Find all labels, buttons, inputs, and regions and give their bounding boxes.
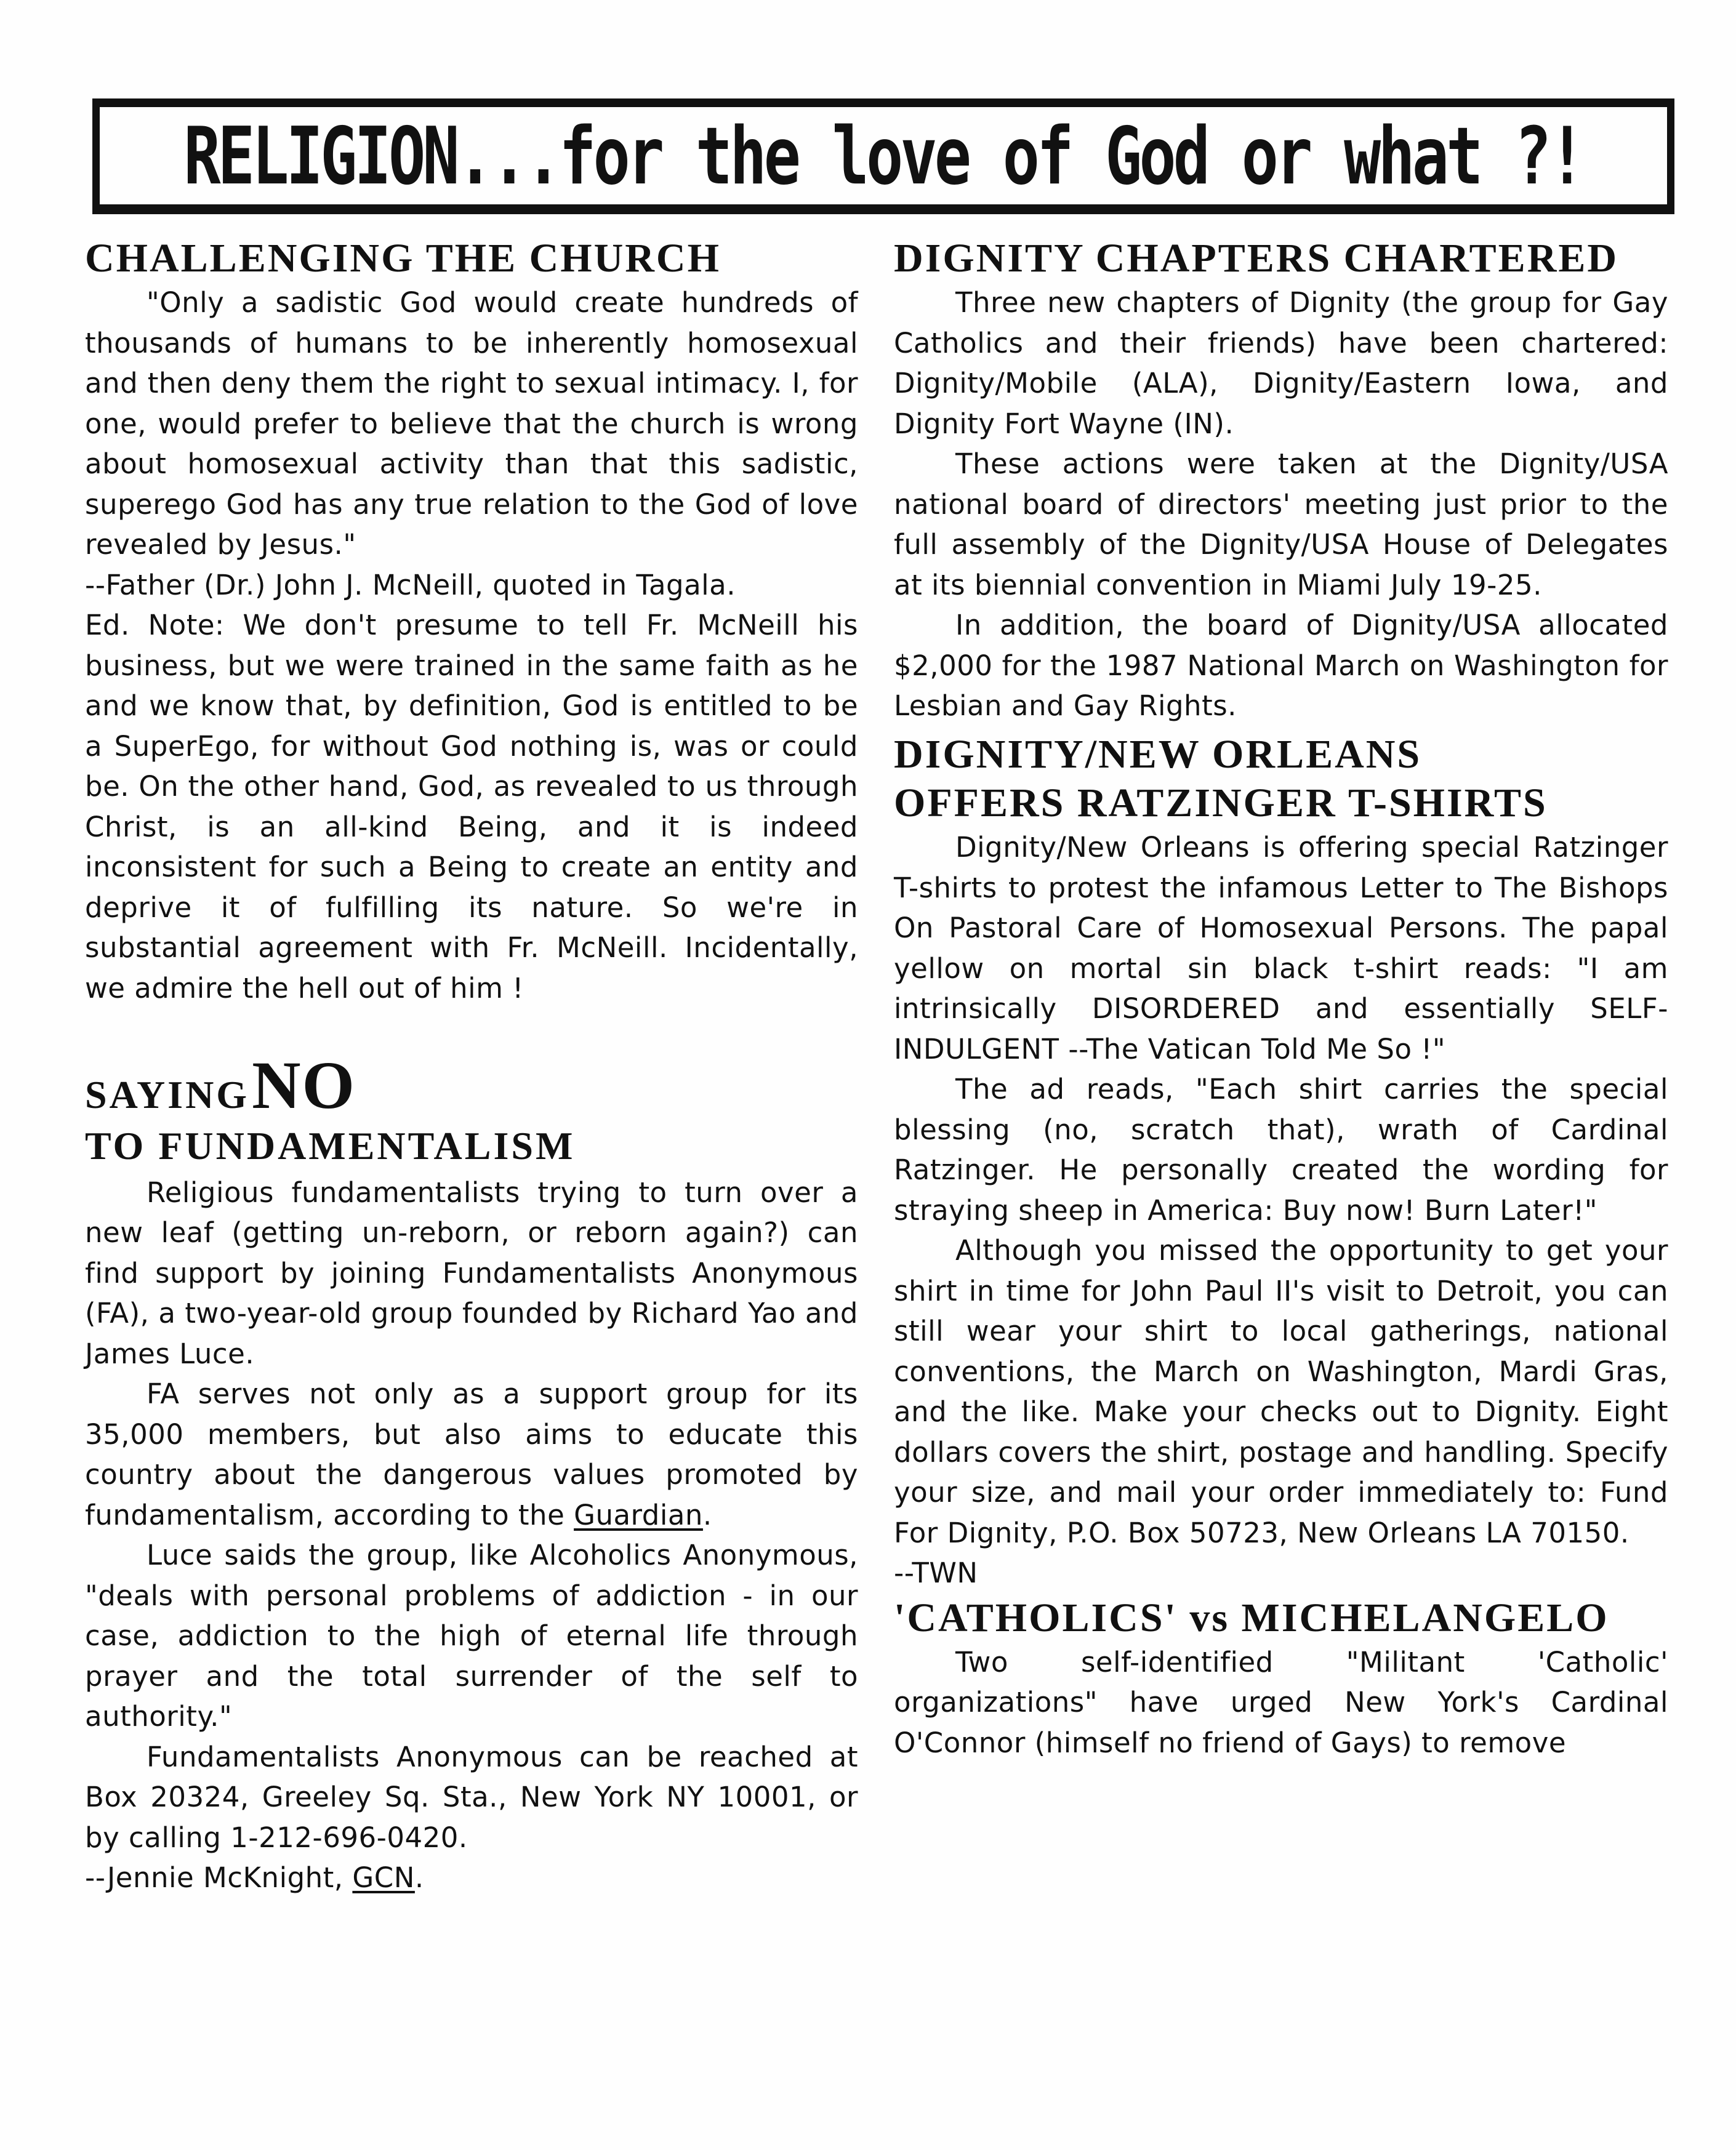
byline-end: .	[414, 1861, 424, 1895]
article-paragraph: The ad reads, "Each shirt carries the special blessing (no, scratch that), wrath of Cardinal Ratzinger. He personally created the wording for straying sheep in America: Buy now! Burn Later!"	[894, 1073, 1668, 1227]
article-paragraph: In addition, the board of Dignity/USA allocated $2,000 for the 1987 National March on Washington for Lesbian and Gay Rights.	[894, 609, 1668, 723]
article-saying-no-to-fundamentalism	[85, 1048, 858, 1898]
article-attribution: --Father (Dr.) John J. McNeill, quoted in Tagala.	[85, 568, 736, 601]
article-paragraph: Dignity/New Orleans is offering special Ratzinger T-shirts to protest the infamous Letter to The Bishops On Pastoral Care of Homosexual Persons. The papal yellow on mortal sin black t-shirt reads: "I am intrinsically DISORDERED and essentially SELF-INDULGENT --The Vatican Told Me So !"	[894, 831, 1668, 1065]
left-column	[85, 234, 858, 1898]
article-dignity-chapters-chartered	[894, 234, 1668, 726]
headline-saying: SAYING	[85, 1073, 250, 1117]
article-paragraph: Religious fundamentalists trying to turn over a new leaf (getting un-reborn, or reborn again?) can find support by joining Fundamentalists Anonymous (FA), a two-year-old group founded by Richard Yao and James Luce.	[85, 1176, 858, 1370]
headline-no: NO	[252, 1048, 356, 1123]
article-paragraph: Luce saids the group, like Alcoholics Anonymous, "deals with personal problems of addiction - in our case, addiction to the high of eternal life through prayer and the total surrender of the self to authority."	[85, 1539, 858, 1733]
article-paragraph: Two self-identified "Militant 'Catholic' organizations" have urged New York's Cardinal O'Connor (himself no friend of Gays) to remove	[894, 1645, 1668, 1759]
paragraph-end: .	[702, 1498, 712, 1531]
banner-title: RELIGION...for the love of God or what ?!	[183, 111, 1583, 203]
article-quote: "Only a sadistic God would create hundreds of thousands of humans to be inherently homosexual and then deny them the right to sexual intimacy. I, for one, would prefer to believe that the church is wrong about homosexual activity than that this sadistic, superego God has any true relation to the God of love revealed by Jesus."	[85, 286, 858, 561]
article-paragraph: These actions were taken at the Dignity/USA national board of directors' meeting just prior to the full assembly of the Dignity/USA House of Delegates at its biennial convention in Miami July 19-25.	[894, 447, 1668, 601]
article-paragraph	[85, 1374, 858, 1535]
right-column	[894, 234, 1668, 1763]
article-headline-line1: DIGNITY/NEW ORLEANS	[894, 731, 1422, 777]
article-headline-line2: OFFERS RATZINGER T-SHIRTS	[894, 780, 1548, 825]
article-headline: CHALLENGING THE CHURCH	[85, 236, 721, 281]
paragraph-text: FA serves not only as a support group for its 35,000 members, but also aims to educate this country about the dangerous values promoted by fundamentalism, according to the	[85, 1378, 858, 1531]
source-guardian: Guardian	[574, 1498, 703, 1531]
article-dignity-new-orleans	[894, 730, 1668, 1594]
article-paragraph: Fundamentalists Anonymous can be reached at Box 20324, Greeley Sq. Sta., New York NY 10001, or by calling 1-212-696-0420.	[85, 1740, 858, 1854]
article-paragraph: Three new chapters of Dignity (the group for Gay Catholics and their friends) have been chartered: Dignity/Mobile (ALA), Dignity/Eastern Iowa, and Dignity Fort Wayne (IN).	[894, 286, 1668, 440]
source-gcn: GCN	[352, 1861, 415, 1895]
article-challenging-the-church	[85, 234, 858, 1008]
headline-subtitle: TO FUNDAMENTALISM	[85, 1124, 576, 1168]
article-headline	[85, 1048, 858, 1123]
banner-box	[92, 98, 1674, 214]
editor-note: Ed. Note: We don't presume to tell Fr. McNeill his business, but we were trained in the same faith as he and we know that, by definition, God is entitled to be a SuperEgo, for without God nothing is, was or could be. On the other hand, God, as revealed to us through Christ, is an all-kind Being, and it is indeed inconsistent for such a Being to create an entity and deprive it of fulfilling its nature. So we're in substantial agreement with Fr. McNeill. Incidentally, we admire the hell out of him !	[85, 609, 858, 1005]
byline-text: --Jennie McKnight,	[85, 1861, 353, 1895]
article-catholics-vs-michelangelo	[894, 1594, 1668, 1763]
article-headline: DIGNITY CHAPTERS CHARTERED	[894, 236, 1619, 281]
article-headline: 'CATHOLICS' vs MICHELANGELO	[894, 1595, 1609, 1640]
article-paragraph: Although you missed the opportunity to get your shirt in time for John Paul II's visit to Detroit, you can still wear your shirt to local gatherings, national conventions, the March on Washington, Mardi Gras, and the like. Make your checks out to Dignity. Eight dollars covers the shirt, postage and handling. Specify your size, and mail your order immediately to: Fund For Dignity, P.O. Box 50723, New Orleans LA 70150.	[894, 1234, 1668, 1549]
article-byline	[85, 1858, 858, 1898]
article-byline: --TWN	[894, 1557, 978, 1590]
